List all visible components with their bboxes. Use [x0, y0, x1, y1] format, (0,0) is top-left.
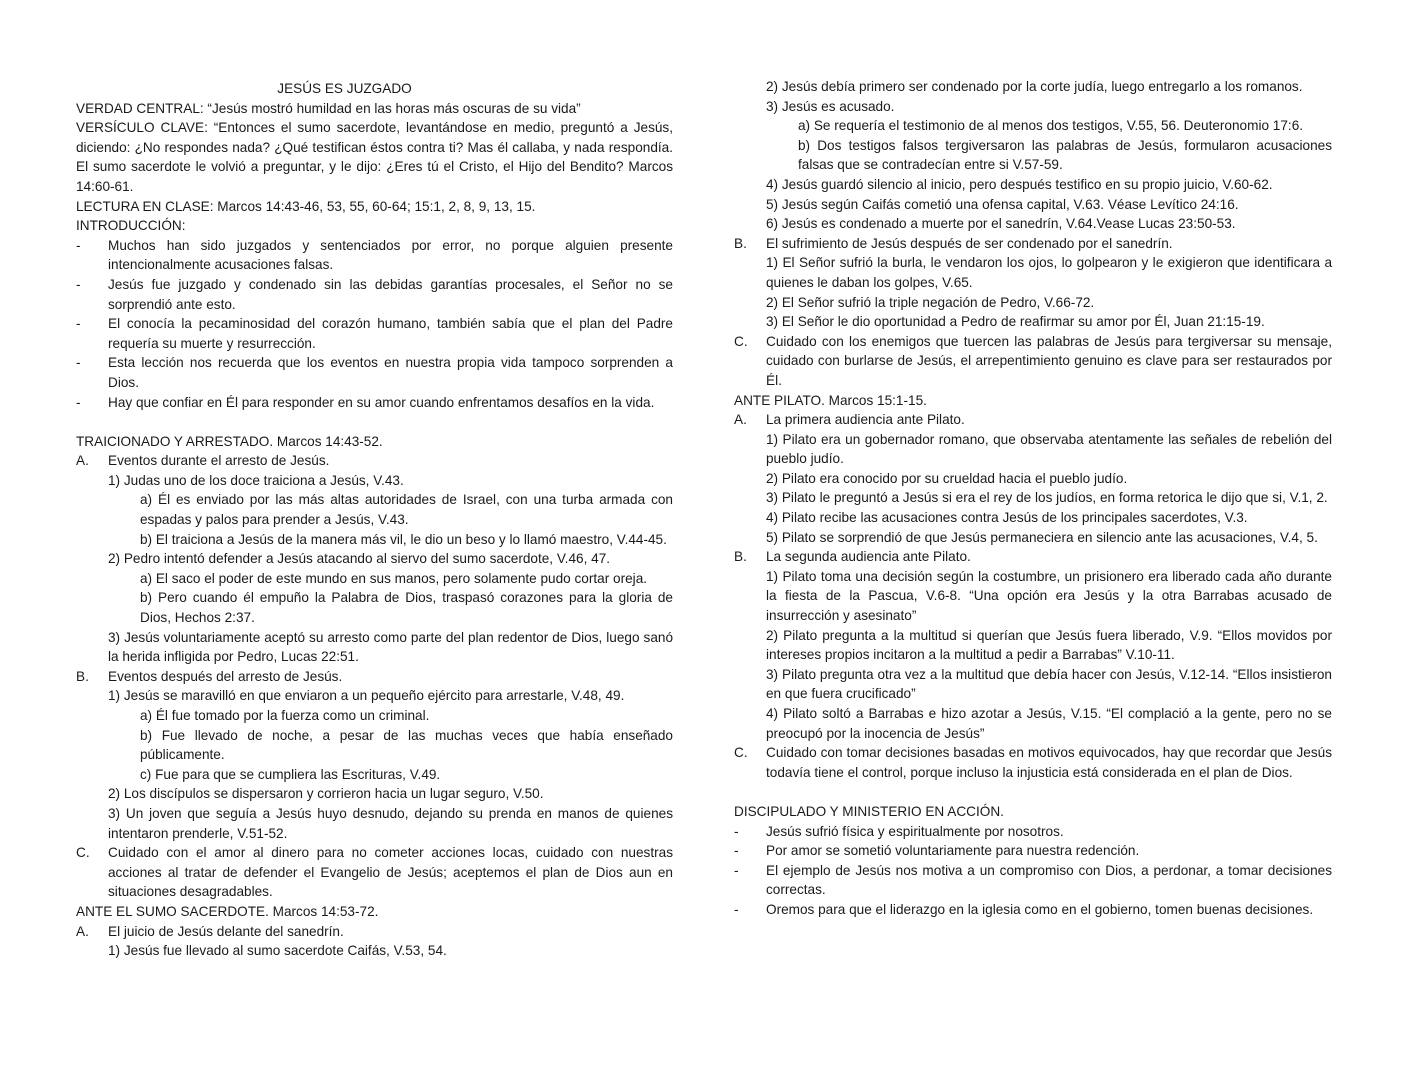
section-item — [734, 332, 1332, 391]
item-text: Cuidado con el amor al dinero para no cometer acciones locas, cuidado con nuestras acciones al tratar de defender el Evangelio de Jesús; aceptemos el plan de Dios aun en situaciones desagradables. — [108, 845, 673, 900]
item-marker: B. — [734, 235, 747, 251]
page-title: JESÚS ES JUZGADO — [277, 81, 412, 96]
section-item — [76, 843, 673, 902]
paragraph: VERDAD CENTRAL: “Jesús mostró humildad en las horas más oscuras de su vida” — [76, 100, 581, 116]
subpoint: 4) Pilato recibe las acusaciones contra Jesús de los principales sacerdotes, V.3. — [766, 510, 1248, 526]
subpoint: 5) Pilato se sorprendió de que Jesús permaneciera en silencio ante las acusaciones, V.4, 5. — [766, 529, 1318, 545]
sub-subpoint: b) El traiciona a Jesús de la manera más vil, le dio un beso y lo llamó maestro, V.44-45. — [140, 531, 667, 547]
item-marker: - — [734, 901, 739, 917]
item-marker: - — [734, 823, 739, 839]
paragraph: ANTE PILATO. Marcos 15:1-15. — [734, 392, 927, 408]
paragraph: DISCIPULADO Y MINISTERIO EN ACCIÓN. — [734, 803, 1004, 819]
bullet-item — [734, 822, 1332, 842]
item-text: Cuidado con los enemigos que tuercen las palabras de Jesús para tergiversar su mensaje, cuidado con burlarse de Jesús, el arrepentimiento genuino es clave para ser restaurados por Él. — [766, 333, 1332, 388]
spacer — [76, 412, 673, 432]
subpoint: 2) Pedro intentó defender a Jesús atacando al siervo del sumo sacerdote, V.46, 47. — [108, 551, 611, 567]
item-text: Oremos para que el liderazgo en la iglesia como en el gobierno, tomen buenas decisiones. — [766, 901, 1314, 917]
item-marker: C. — [734, 333, 748, 349]
subpoint: 6) Jesús es condenado a muerte por el sanedrín, V.64.Vease Lucas 23:50-53. — [766, 216, 1236, 232]
subpoint: 5) Jesús según Caifás cometió una ofensa capital, V.63. Véase Levítico 24:16. — [766, 196, 1239, 212]
section-item — [734, 743, 1332, 782]
subpoint: 2) Jesús debía primero ser condenado por la corte judía, luego entregarlo a los romanos. — [766, 79, 1303, 94]
sub-subpoint: c) Fue para que se cumpliera las Escrituras, V.49. — [140, 766, 441, 782]
sub-subpoint: a) Él fue tomado por la fuerza como un criminal. — [140, 708, 430, 723]
item-marker: A. — [734, 412, 747, 428]
bullet-item — [76, 393, 673, 413]
bullet-item — [734, 861, 1332, 900]
subpoint: 4) Pilato soltó a Barrabas e hizo azotar a Jesús, V.15. “El complació a la gente, pero no se preocupó por la inocencia de Jesús” — [766, 706, 1332, 741]
subpoint: 3) Pilato le preguntó a Jesús si era el rey de los judíos, en forma retorica le dijo que si, V.1, 2. — [766, 490, 1328, 506]
section-item — [734, 547, 1332, 567]
subpoint: 3) Un joven que seguía a Jesús huyo desnudo, dejando su prenda en manos de quienes intentaron prenderle, V.51-52. — [108, 805, 673, 841]
subpoint: 1) Pilato era un gobernador romano, que observaba atentamente las señales de rebelión del pueblo judío. — [766, 431, 1332, 467]
item-text: La primera audiencia ante Pilato. — [766, 412, 965, 428]
item-marker: B. — [76, 668, 89, 684]
bullet-item — [76, 275, 673, 314]
item-text: La segunda audiencia ante Pilato. — [766, 549, 971, 565]
item-text: Jesús fue juzgado y condenado sin las debidas garantías procesales, el Señor no se sorprendió ante esto. — [108, 276, 673, 312]
item-text: El juicio de Jesús delante del sanedrín. — [108, 923, 344, 939]
item-marker: C. — [76, 845, 90, 861]
paragraph: VERSÍCULO CLAVE: “Entonces el sumo sacerdote, levantándose en medio, preguntó a Jesús, diciendo: ¿No respondes nada? ¿Qué testifican éstos contra ti? Mas él callaba, y nada respondía. El sumo sacerdote le volvió a preguntar, y le dijo: ¿Eres tú el Cristo, el Hijo del Bendito? Marcos 14:60-61. — [76, 120, 673, 194]
right-column — [734, 0, 1332, 920]
item-text: Por amor se sometió voluntariamente para nuestra redención. — [766, 843, 1140, 859]
bullet-item — [76, 353, 673, 392]
sub-subpoint: a) Se requería el testimonio de al menos dos testigos, V.55, 56. Deuteronomio 17:6. — [798, 118, 1304, 134]
subpoint: 2) El Señor sufrió la triple negación de Pedro, V.66-72. — [766, 294, 1095, 310]
item-text: Jesús sufrió física y espiritualmente por nosotros. — [766, 823, 1064, 839]
subpoint: 4) Jesús guardó silencio al inicio, pero después testifico en su propio juicio, V.60-62. — [766, 176, 1273, 192]
left-column — [76, 0, 673, 961]
sub-subpoint: b) Pero cuando él empuño la Palabra de Dios, traspasó corazones para la gloria de Dios, Hechos 2:37. — [140, 590, 673, 626]
sub-subpoint: a) El saco el poder de este mundo en sus manos, pero solamente pudo cortar oreja. — [140, 570, 648, 586]
item-text: Hay que confiar en Él para responder en su amor cuando enfrentamos desafíos en la vida. — [108, 394, 655, 410]
item-marker: - — [76, 355, 81, 371]
item-marker: A. — [76, 453, 89, 469]
subpoint: 2) Pilato era conocido por su crueldad hacia el pueblo judío. — [766, 470, 1128, 486]
subpoint: 1) El Señor sufrió la burla, le vendaron los ojos, lo golpearon y le exigieron que identificara a quienes le daban los golpes, V.65. — [766, 255, 1332, 290]
item-marker: - — [76, 316, 81, 332]
bullet-item — [76, 314, 673, 353]
section-item — [76, 922, 673, 942]
subpoint: 2) Los discípulos se dispersaron y corrieron hacia un lugar seguro, V.50. — [108, 786, 544, 802]
sub-subpoint: b) Dos testigos falsos tergiversaron las palabras de Jesús, formularon acusaciones falsas que se contradecían entre si V.57-59. — [798, 137, 1332, 173]
spacer — [734, 782, 1332, 802]
section-item — [76, 667, 673, 687]
item-marker: - — [734, 843, 739, 859]
subpoint: 2) Pilato pregunta a la multitud si querían que Jesús fuera liberado, V.9. “Ellos movidos por intereses propios incitaron a la multitud a pedir a Barrabas” V.10-11. — [766, 627, 1332, 663]
item-text: El conocía la pecaminosidad del corazón humano, también sabía que el plan del Padre requería su muerte y resurrección. — [108, 316, 673, 351]
item-text: El ejemplo de Jesús nos motiva a un compromiso con Dios, a perdonar, a tomar decisiones correctas. — [766, 862, 1332, 898]
item-marker: B. — [734, 549, 747, 565]
subpoint: 1) Jesús fue llevado al sumo sacerdote Caifás, V.53, 54. — [108, 943, 447, 959]
item-marker: - — [76, 394, 81, 410]
item-text: Eventos durante el arresto de Jesús. — [108, 453, 330, 469]
paragraph: LECTURA EN CLASE: Marcos 14:43-46, 53, 55, 60-64; 15:1, 2, 8, 9, 13, 15. — [76, 198, 536, 214]
item-marker: - — [76, 276, 81, 292]
subpoint: 3) Jesús es acusado. — [766, 98, 895, 114]
paragraph: INTRODUCCIÓN: — [76, 218, 186, 234]
sub-subpoint: b) Fue llevado de noche, a pesar de las muchas veces que había enseñado públicamente. — [140, 727, 673, 763]
section-item — [734, 234, 1332, 254]
item-text: Muchos han sido juzgados y sentenciados por error, no porque alguien presente intencionalmente acusaciones falsas. — [108, 237, 673, 273]
subpoint: 3) El Señor le dio oportunidad a Pedro de reafirmar su amor por Él, Juan 21:15-19. — [766, 314, 1265, 330]
bullet-item — [734, 841, 1332, 861]
subpoint: 1) Judas uno de los doce traiciona a Jesús, V.43. — [108, 472, 404, 488]
section-item — [76, 451, 673, 471]
subpoint: 3) Pilato pregunta otra vez a la multitud que debía hacer con Jesús, V.12-14. “Ellos insistieron en que fuera crucificado” — [766, 666, 1332, 702]
section-item — [734, 410, 1332, 430]
bullet-item — [734, 900, 1332, 920]
item-marker: C. — [734, 745, 748, 761]
paragraph: ANTE EL SUMO SACERDOTE. Marcos 14:53-72. — [76, 903, 379, 919]
bullet-item — [76, 236, 673, 275]
subpoint: 1) Jesús se maravilló en que enviaron a un pequeño ejército para arrestarle, V.48, 49. — [108, 688, 625, 704]
subpoint: 1) Pilato toma una decisión según la costumbre, un prisionero era liberado cada año durante la fiesta de la Pascua, V.6-8. “Una opción era Jesús y la otra Barrabas acusado de insurrección y asesinato” — [766, 568, 1332, 624]
item-marker: A. — [76, 923, 89, 939]
item-text: Esta lección nos recuerda que los eventos en nuestra propia vida tampoco sorprenden a Dios. — [108, 355, 673, 390]
item-marker: - — [734, 862, 739, 878]
item-text: El sufrimiento de Jesús después de ser condenado por el sanedrín. — [766, 235, 1173, 251]
subpoint: 3) Jesús voluntariamente aceptó su arresto como parte del plan redentor de Dios, luego sanó la herida infligida por Pedro, Lucas 22:51. — [108, 629, 673, 665]
sub-subpoint: a) Él es enviado por las más altas autoridades de Israel, con una turba armada con espadas y palos para prender a Jesús, V.43. — [140, 492, 673, 528]
paragraph: TRAICIONADO Y ARRESTADO. Marcos 14:43-52. — [76, 433, 383, 449]
item-text: Cuidado con tomar decisiones basadas en motivos equivocados, hay que recordar que Jesús todavía tiene el control, porque incluso la injusticia está considerada en el plan de Dios. — [766, 745, 1332, 780]
item-marker: - — [76, 237, 81, 253]
item-text: Eventos después del arresto de Jesús. — [108, 668, 343, 684]
